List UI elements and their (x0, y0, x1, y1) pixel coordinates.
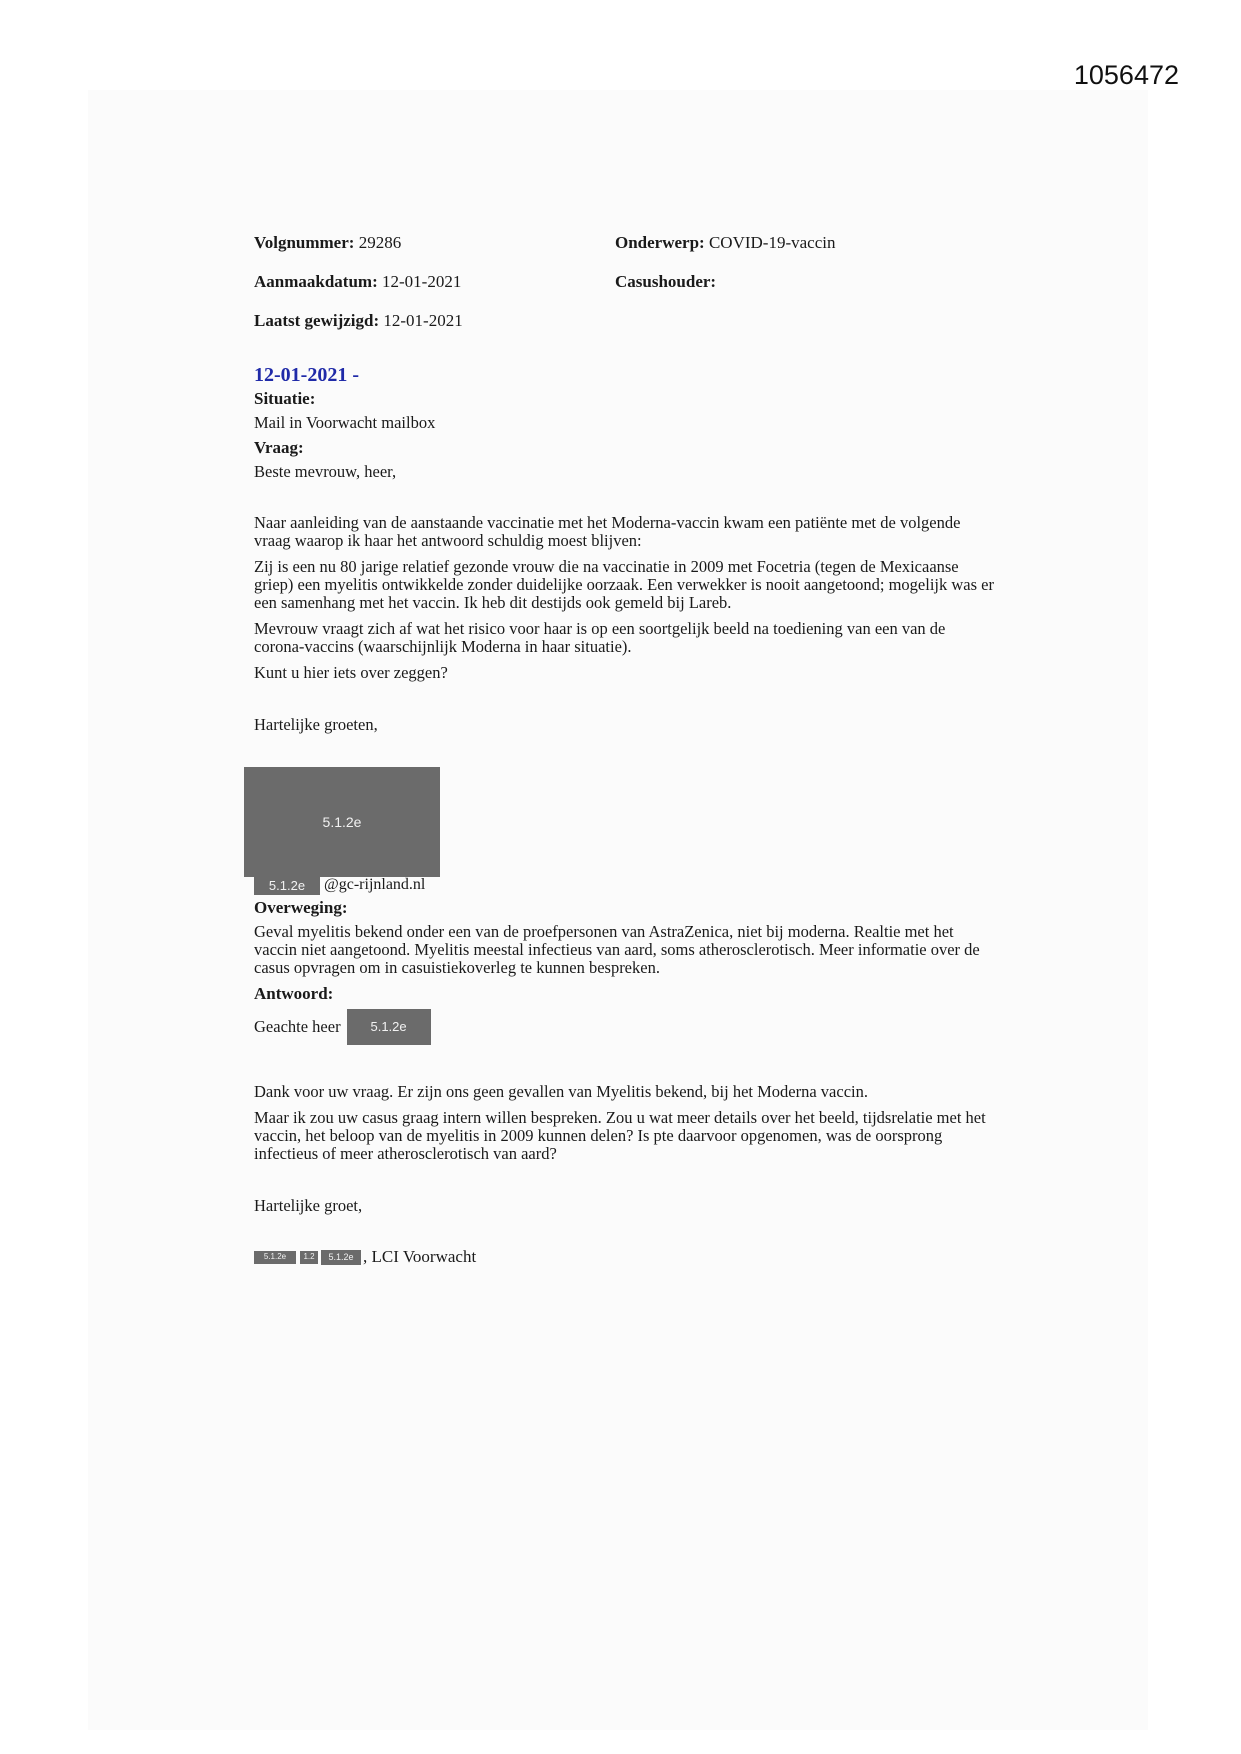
signature-suffix: , LCI Voorwacht (363, 1247, 477, 1266)
meta-volgnummer (254, 233, 401, 253)
volgnummer-value: 29286 (358, 233, 402, 252)
redaction-box: 5.1.2e (254, 877, 320, 895)
aanmaakdatum-label: Aanmaakdatum: (254, 272, 378, 291)
redaction-box: 5.1.2e (244, 767, 440, 877)
meta-onderwerp (615, 233, 835, 253)
antwoord-salutation: Geachte heer (254, 1017, 341, 1036)
antwoord-paragraph-2: Maar ik zou uw casus graag intern willen bespreken. Zou u wat meer details over het beeld, tijdsrelatie met het vaccin, het beloop van de myelitis in 2009 kunnen delen? Is pte daarvoor opgenomen, was de oorsprong infectieus of meer atherosclerotisch van aard? (254, 1108, 986, 1163)
redaction-box: 5.1.2e (347, 1009, 431, 1045)
vraag-label: Vraag: (254, 438, 304, 457)
meta-gewijzigd (254, 311, 463, 331)
vraag-paragraph-2: Zij is een nu 80 jarige relatief gezonde vrouw die na vaccinatie in 2009 met Focetria (tegen de Mexicaanse griep) een myelitis ontwikkelde zonder duidelijke oorzaak. Een verwekker is nooit aangetoond; mogelijk was er een samenhang met het vaccin. Ik heb dit destijds ook gemeld bij Lareb. (254, 557, 994, 612)
situatie-text: Mail in Voorwacht mailbox (254, 413, 436, 432)
onderwerp-value: COVID-19-vaccin (708, 233, 836, 252)
responder-signature (254, 1248, 994, 1266)
sender-email-suffix: @gc-rijnland.nl (324, 876, 426, 893)
document-number: 1056472 (1073, 60, 1179, 90)
gewijzigd-label: Laatst gewijzigd: (254, 311, 380, 330)
onderwerp-label: Onderwerp: (615, 233, 705, 252)
sender-signature (244, 767, 994, 899)
antwoord-closing: Hartelijke groet, (254, 1196, 363, 1215)
meta-casushouder (615, 272, 716, 292)
antwoord-paragraph-1: Dank voor uw vraag. Er zijn ons geen gevallen van Myelitis bekend, bij het Moderna vaccin. (254, 1082, 868, 1101)
casushouder-label: Casushouder: (615, 272, 717, 291)
vraag-paragraph-4: Kunt u hier iets over zeggen? (254, 663, 448, 682)
volgnummer-label: Volgnummer: (254, 233, 355, 252)
vraag-paragraph-3: Mevrouw vraagt zich af wat het risico voor haar is op een soortgelijk beeld na toediening van een van de corona-vaccins (waarschijnlijk Moderna in haar situatie). (254, 619, 946, 656)
redaction-box: 5.1.2e (254, 1251, 296, 1264)
meta-aanmaakdatum (254, 272, 461, 292)
aanmaakdatum-value: 12-01-2021 (382, 272, 462, 291)
overweging-text: Geval myelitis bekend onder een van de proefpersonen van AstraZenica, niet bij moderna. Realtie met het vaccin niet aangetoond. Myelitis meestal infectieus van aard, soms atherosclerotisch. Meer informatie over de casus opvragen om in casuistiekoverleg te kunnen bespreken. (254, 922, 980, 977)
gewijzigd-value: 12-01-2021 (383, 311, 463, 330)
antwoord-salutation-row (254, 1009, 994, 1045)
vraag-paragraph-1: Naar aanleiding van de aanstaande vaccinatie met het Moderna-vaccin kwam een patiënte met de volgende vraag waarop ik haar het antwoord schuldig moest blijven: (254, 513, 961, 550)
vraag-greeting: Beste mevrouw, heer, (254, 462, 397, 481)
vraag-closing: Hartelijke groeten, (254, 715, 378, 734)
redaction-box: 5.1.2e (321, 1250, 361, 1265)
entry-date: 12-01-2021 - (254, 364, 359, 386)
antwoord-label: Antwoord: (254, 984, 334, 1003)
overweging-label: Overweging: (254, 898, 348, 917)
entry-content (254, 366, 994, 1266)
situatie-label: Situatie: (254, 389, 316, 408)
redaction-box: 1.2 (300, 1251, 318, 1264)
